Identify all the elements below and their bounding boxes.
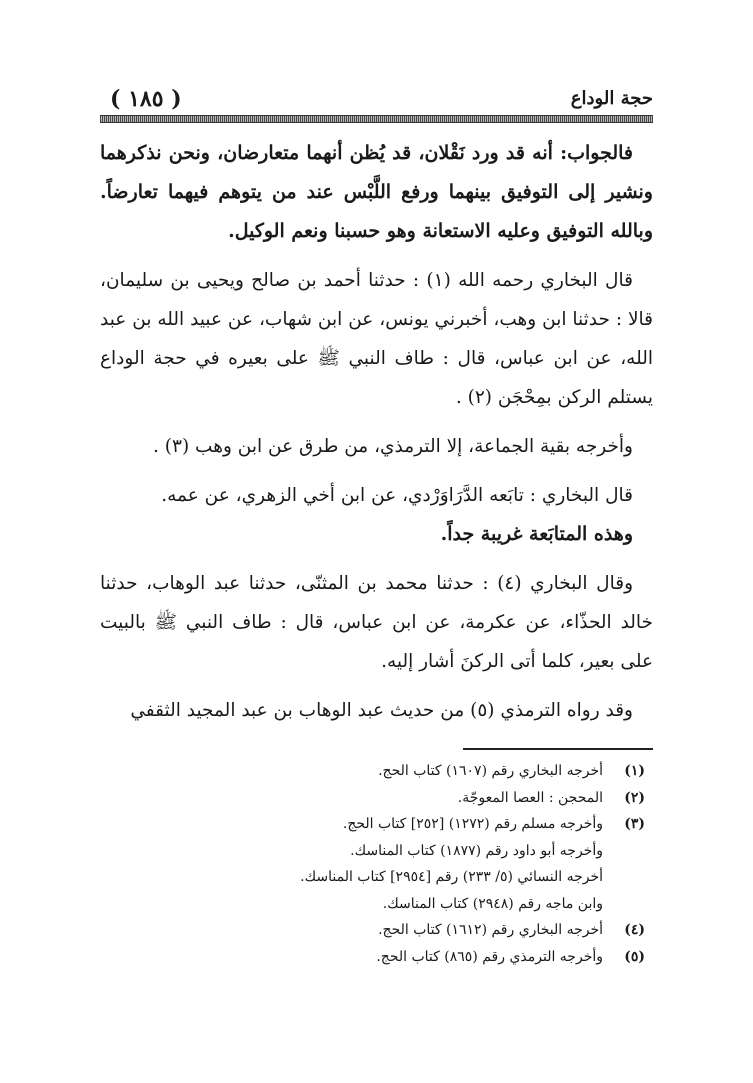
footnote-item bbox=[100, 917, 653, 944]
footnote-rule bbox=[463, 748, 653, 750]
paragraph-gharib: وهذه المتابَعة غريبة جداً. bbox=[440, 523, 633, 545]
footnote-text: وأخرجه الترمذي رقم (٨٦٥) كتاب الحج. bbox=[376, 948, 603, 965]
page-number: ( ١٨٥ ) bbox=[110, 86, 182, 112]
footnote-text: أخرجه النسائي (٥/ ٢٣٣) رقم [٢٩٥٤] كتاب المناسك. bbox=[300, 869, 603, 885]
footnote-text: أخرجه البخاري رقم (١٦٠٧) كتاب الحج. bbox=[378, 763, 603, 779]
footnote-text: وأخرجه أبو داود رقم (١٨٧٧) كتاب المناسك. bbox=[350, 842, 603, 859]
footnote-text: أخرجه البخاري رقم (١٦١٢) كتاب الحج. bbox=[378, 922, 603, 938]
footnote-item bbox=[100, 785, 653, 812]
footnote-item bbox=[100, 758, 653, 785]
footnote-item bbox=[100, 891, 653, 918]
running-title: حجة الوداع bbox=[570, 88, 653, 109]
main-text bbox=[100, 134, 653, 740]
footnote-item bbox=[100, 864, 653, 891]
footnote-item bbox=[100, 811, 653, 838]
footnote-number: (٣) bbox=[624, 816, 645, 832]
paragraph-bukhari-tabaa: قال البخاري : تابَعه الدَّرَاوَرْدي، عن ابن أخي الزهري، عن عمه. bbox=[161, 485, 633, 506]
footnote-item bbox=[100, 838, 653, 865]
footnote-text: وابن ماجه رقم (٢٩٤٨) كتاب المناسك. bbox=[382, 895, 603, 912]
footnote-number: (٢) bbox=[624, 789, 645, 806]
paragraph-bukhari-1: قال البخاري رحمه الله (١) : حدثنا أحمد بن صالح ويحيى بن سليمان، قالا : حدثنا ابن وهب، أخبرني يونس، عن ابن شهاب، عن عبيد الله بن عبد الله، عن ابن عباس، قال : طاف النبي ﷺ على بعيره في حجة الوداع يستلم الركن بمِحْجَن (٢) . bbox=[100, 270, 653, 408]
footnote-item bbox=[100, 944, 653, 971]
paragraph-tirmidhi: وقد رواه الترمذي (٥) من حديث عبد الوهاب بن عبد المجيد الثقفي bbox=[130, 700, 633, 721]
footnote-text: المحجن : العصا المعوجّة. bbox=[457, 789, 603, 806]
paragraph-bukhari-2: وقال البخاري (٤) : حدثنا محمد بن المثنّى، حدثنا عبد الوهاب، حدثنا خالد الحذّاء، عن عكرمة، عن ابن عباس، قال : طاف النبي ﷺ بالبيت على بعير، كلما أتى الركنَ أشار إليه. bbox=[100, 573, 653, 672]
footnotes bbox=[100, 758, 653, 970]
footnote-number: (١) bbox=[624, 763, 645, 779]
paragraph-jamaa: وأخرجه بقية الجماعة، إلا الترمذي، من طرق عن ابن وهب (٣) . bbox=[153, 436, 633, 457]
header-rule bbox=[100, 115, 653, 123]
footnote-number: (٥) bbox=[624, 948, 645, 965]
paragraph-answer: فالجواب: أنه قد ورد نَقْلان، قد يُظن أنهما متعارضان، ونحن نذكرهما ونشير إلى التوفيق بينهما ورفع اللَّبْس عند من يتوهم فيهما تعارضاً. وبالله التوفيق وعليه الاستعانة وهو حسبنا ونعم الوكيل. bbox=[100, 142, 653, 242]
page-header bbox=[100, 82, 653, 114]
footnote-text: وأخرجه مسلم رقم (١٢٧٢) [٢٥٢] كتاب الحج. bbox=[342, 816, 603, 832]
footnote-number: (٤) bbox=[624, 922, 645, 938]
